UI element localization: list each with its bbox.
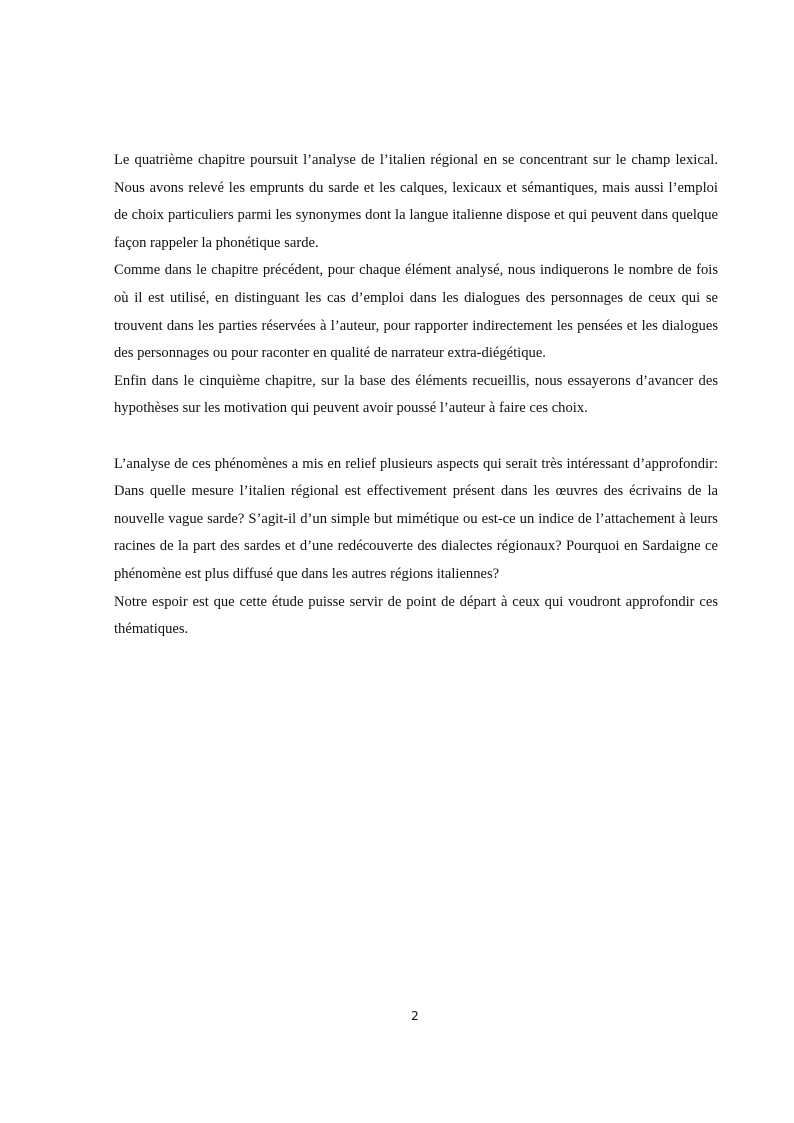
page-number: 2 [411, 1009, 419, 1023]
paragraph-chapter-four: Le quatrième chapitre poursuit l’analyse de l’italien régional en se concentrant sur le champ lexical. Nous avons relevé les emprunts du sarde et les calques, lexicaux et sémantiques, mais aussi l’emploi de choix particuliers parmi les synonymes dont la langue italienne dispose et qui peuvent dans quelque façon rappeler la phonétique sarde. [114, 152, 718, 251]
paragraph-analysis-aspects: L’analyse de ces phénomènes a mis en relief plusieurs aspects qui serait très intéressant d’approfondir: Dans quelle mesure l’italien régional est effectivement présent dans les œuvres des écrivains de la nouvelle vague sarde? S’agit-il d’un simple but mimétique ou est-ce un indice de l’attachement à leurs racines de la part des sardes et d’une redécouverte des dialectes régionaux? Pourquoi en Sardaigne ce phénomène est plus diffusé que dans les autres régions italiennes? [114, 455, 718, 582]
paragraph-previous-chapter: Comme dans le chapitre précédent, pour chaque élément analysé, nous indiquerons le nombre de fois où il est utilisé, en distinguant les cas d’emploi dans les dialogues des personnages de ceux qui se trouvent dans les parties réservées à l’auteur, pour rapporter indirectement les pensées et les dialogues des personnages ou pour raconter en qualité de narrateur extra-diégétique. [114, 262, 718, 362]
body-text [114, 147, 718, 644]
paragraph-chapter-five: Enfin dans le cinquième chapitre, sur la base des éléments recueillis, nous essayerons d’avancer des hypothèses sur les motivation qui peuvent avoir poussé l’auteur à faire ces choix. [114, 372, 718, 417]
paragraph-hope: Notre espoir est que cette étude puisse servir de point de départ à ceux qui voudront approfondir ces thématiques. [114, 593, 718, 638]
